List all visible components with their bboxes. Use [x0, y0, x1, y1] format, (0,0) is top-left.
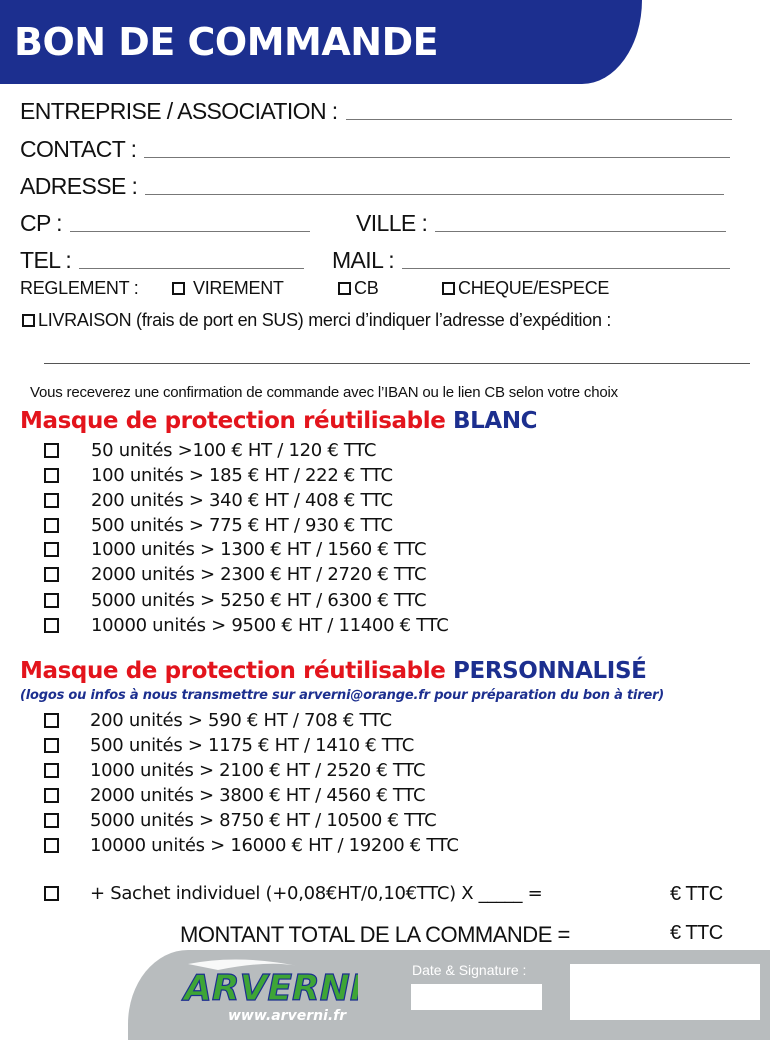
- perso-option-checkbox[interactable]: [44, 763, 59, 778]
- expedition-address-line[interactable]: [44, 363, 750, 364]
- cheque-label: CHEQUE/ESPECE: [458, 278, 610, 298]
- label-cp: CP :: [20, 210, 62, 236]
- virement-label: VIREMENT: [193, 278, 284, 298]
- date-signature-label: Date & Signature :: [412, 962, 527, 978]
- perso-option-label: 2000 unités > 3800 € HT / 4560 € TTC: [90, 785, 426, 806]
- label-contact: CONTACT :: [20, 136, 137, 162]
- option-virement[interactable]: [172, 278, 284, 299]
- sachet-checkbox[interactable]: [44, 886, 59, 901]
- montant-total-label: MONTANT TOTAL DE LA COMMANDE =: [180, 922, 570, 947]
- blanc-accent: BLANC: [453, 408, 538, 434]
- label-reglement: REGLEMENT :: [20, 278, 139, 298]
- contact-input-line[interactable]: [144, 157, 730, 158]
- perso-note: (logos ou infos à nous transmettre sur arverni@orange.fr pour préparation du bon à tirer): [20, 688, 665, 703]
- field-mail: [332, 247, 730, 274]
- blanc-option-checkbox[interactable]: [44, 567, 59, 582]
- ville-input-line[interactable]: [435, 231, 726, 232]
- label-tel: TEL :: [20, 247, 72, 273]
- blanc-option-label: 5000 unités > 5250 € HT / 6300 € TTC: [91, 590, 427, 611]
- mail-input-line[interactable]: [402, 268, 730, 269]
- perso-option-checkbox[interactable]: [44, 813, 59, 828]
- reglement-row: [20, 278, 138, 299]
- perso-option-label: 10000 unités > 16000 € HT / 19200 € TTC: [90, 835, 459, 856]
- blanc-option-checkbox[interactable]: [44, 468, 59, 483]
- label-entreprise: ENTREPRISE / ASSOCIATION :: [20, 98, 338, 124]
- field-cp: [20, 210, 310, 237]
- cb-label: CB: [354, 278, 379, 298]
- blanc-option-checkbox[interactable]: [44, 518, 59, 533]
- sachet-label: + Sachet individuel (+0,08€HT/0,10€TTC) X _____ =: [90, 883, 543, 904]
- label-ville: VILLE :: [356, 210, 428, 236]
- arverni-logo: [178, 956, 358, 1024]
- blanc-option-label: 50 unités >100 € HT / 120 € TTC: [91, 440, 377, 461]
- field-adresse: [20, 173, 724, 200]
- blanc-option-label: 10000 unités > 9500 € HT / 11400 € TTC: [91, 615, 449, 636]
- label-adresse: ADRESSE :: [20, 173, 138, 199]
- option-livraison[interactable]: [22, 310, 611, 331]
- blanc-option-label: 200 unités > 340 € HT / 408 € TTC: [91, 490, 393, 511]
- section-blanc-title: [20, 408, 537, 434]
- perso-option-checkbox[interactable]: [44, 738, 59, 753]
- entreprise-input-line[interactable]: [346, 119, 732, 120]
- logo-website: www.arverni.fr: [228, 1008, 347, 1024]
- blanc-option-checkbox[interactable]: [44, 593, 59, 608]
- date-field[interactable]: [411, 984, 542, 1010]
- perso-option-checkbox[interactable]: [44, 788, 59, 803]
- label-mail: MAIL :: [332, 247, 395, 273]
- blanc-option-label: 500 unités > 775 € HT / 930 € TTC: [91, 515, 393, 536]
- blanc-option-label: 1000 unités > 1300 € HT / 1560 € TTC: [91, 539, 427, 560]
- confirmation-note: Vous receverez une confirmation de commande avec l’IBAN ou le lien CB selon votre choix: [30, 384, 618, 401]
- montant-total-unit: € TTC: [670, 922, 723, 944]
- perso-title-text: Masque de protection réutilisable: [20, 658, 446, 684]
- perso-option-checkbox[interactable]: [44, 838, 59, 853]
- field-contact: [20, 136, 730, 163]
- perso-option-label: 500 unités > 1175 € HT / 1410 € TTC: [90, 735, 415, 756]
- arverni-logo-icon: [178, 956, 358, 1024]
- perso-option-checkbox[interactable]: [44, 713, 59, 728]
- field-tel: [20, 247, 304, 274]
- perso-option-label: 1000 unités > 2100 € HT / 2520 € TTC: [90, 760, 426, 781]
- field-entreprise: [20, 98, 732, 125]
- blanc-option-checkbox[interactable]: [44, 542, 59, 557]
- cb-checkbox[interactable]: [338, 282, 351, 295]
- blanc-option-label: 2000 unités > 2300 € HT / 2720 € TTC: [91, 564, 427, 585]
- cp-input-line[interactable]: [70, 231, 310, 232]
- livraison-checkbox[interactable]: [22, 314, 35, 327]
- sachet-unit: € TTC: [670, 883, 723, 905]
- header-banner: [0, 0, 642, 84]
- option-cb[interactable]: [338, 278, 378, 299]
- perso-accent: PERSONNALISÉ: [453, 658, 647, 684]
- livraison-label: LIVRAISON (frais de port en SUS) merci d’indiquer l’adresse d’expédition :: [38, 310, 612, 330]
- blanc-option-label: 100 unités > 185 € HT / 222 € TTC: [91, 465, 393, 486]
- tel-input-line[interactable]: [79, 268, 304, 269]
- blanc-option-checkbox[interactable]: [44, 443, 59, 458]
- cheque-checkbox[interactable]: [442, 282, 455, 295]
- blanc-option-checkbox[interactable]: [44, 618, 59, 633]
- blanc-title-text: Masque de protection réutilisable: [20, 408, 446, 434]
- section-perso-title: [20, 658, 646, 684]
- virement-checkbox[interactable]: [172, 282, 185, 295]
- logo-text: ARVERNI: [184, 968, 358, 1009]
- field-ville: [356, 210, 726, 237]
- page-title: BON DE COMMANDE: [14, 20, 439, 64]
- perso-option-label: 5000 unités > 8750 € HT / 10500 € TTC: [90, 810, 437, 831]
- signature-field[interactable]: [570, 964, 760, 1020]
- adresse-input-line[interactable]: [145, 194, 724, 195]
- option-cheque[interactable]: [442, 278, 609, 299]
- perso-option-label: 200 unités > 590 € HT / 708 € TTC: [90, 710, 392, 731]
- blanc-option-checkbox[interactable]: [44, 493, 59, 508]
